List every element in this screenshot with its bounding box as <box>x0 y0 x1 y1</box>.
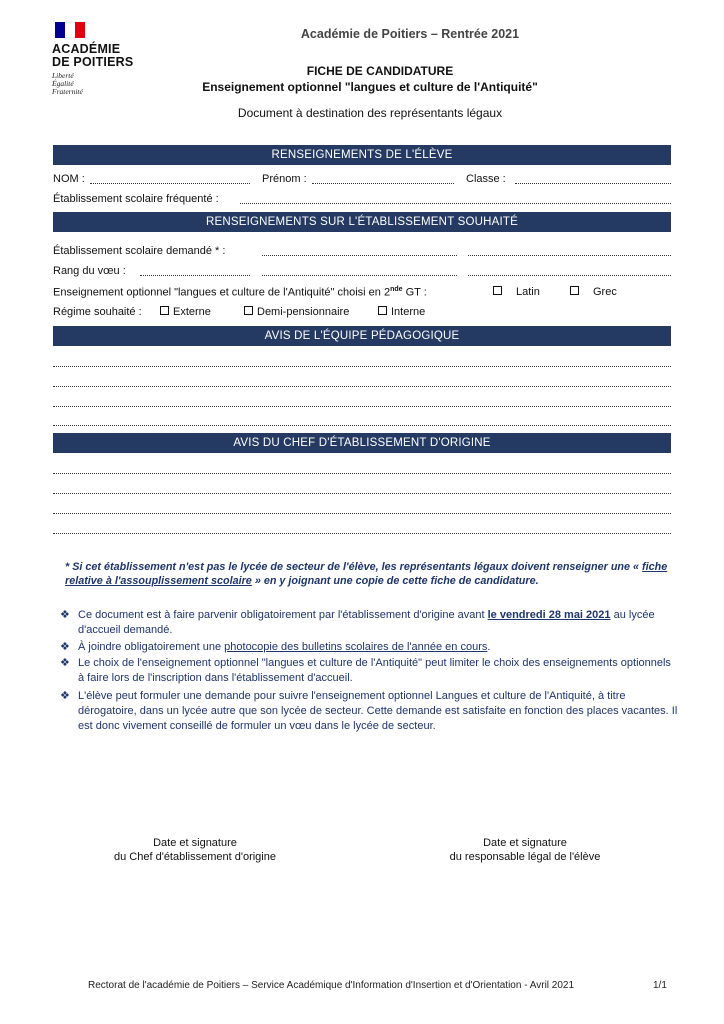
enseignement-label-a: Enseignement optionnel "langues et culture de l'Antiquité" choisi en 2 <box>53 286 391 299</box>
note-part2: » en y joignant une copie de cette fiche de candidature. <box>254 575 539 587</box>
bullet-2-text-b: . <box>487 641 491 653</box>
bullet-4 <box>60 689 680 734</box>
motto-liberte: Liberté <box>52 71 74 80</box>
externe-label: Externe <box>173 306 211 318</box>
demi-label: Demi-pensionnaire <box>257 306 350 318</box>
avis-chef-line-2[interactable] <box>53 493 671 494</box>
rang-voeu-label: Rang du vœu : <box>53 265 126 277</box>
academy-logo <box>52 22 152 96</box>
interne-label: Interne <box>391 306 426 318</box>
deadline-date: le vendredi 28 mai 2021 <box>487 609 611 621</box>
prenom-field[interactable] <box>312 183 454 184</box>
signature-chef <box>90 836 300 864</box>
motto-egalite: Égalité <box>52 79 74 88</box>
classe-label: Classe : <box>466 173 506 185</box>
signature-chef-l1: Date et signature <box>153 837 237 849</box>
bullet-4-text: L'élève peut formuler une demande pour suivre l'enseignement optionnel Langues et culture de l'Antiquité, à titre dérogatoire, dans un lycée autre que son lycée de secteur. Cette demande est satisfaite en fonction des places vacantes. Il est donc vivement conseillé de formuler un vœu dans le lycée de secteur. <box>78 690 678 732</box>
diamond-bullet-icon: ❖ <box>60 690 70 702</box>
avis-equipe-line-2[interactable] <box>53 386 671 387</box>
section-band-equipe: AVIS DE L'ÉQUIPE PÉDAGOGIQUE <box>53 326 671 346</box>
footer-text: Rectorat de l'académie de Poitiers – Service Académique d'Information d'Insertion et d'Orientation - Avril 2021 <box>88 980 575 991</box>
avis-equipe-line-4[interactable] <box>53 425 671 426</box>
avis-chef-line-3[interactable] <box>53 513 671 514</box>
diamond-bullet-icon: ❖ <box>60 641 70 653</box>
avis-equipe-line-3[interactable] <box>53 406 671 407</box>
assouplissement-link[interactable]: fiche relative à l'assouplissement scolaire <box>65 561 668 587</box>
note-part1: * Si cet établissement n'est pas le lycée de secteur de l'élève, les représentants légaux doivent renseigner une « <box>65 561 640 573</box>
bullet-3 <box>60 656 680 686</box>
etab-demande-field-2[interactable] <box>468 255 671 256</box>
grec-label: Grec <box>593 286 617 298</box>
motto-fraternite: Fraternité <box>52 87 83 96</box>
section-band-eleve: RENSEIGNEMENTS DE L'ÉLÈVE <box>53 145 671 165</box>
nom-field[interactable] <box>90 183 250 184</box>
interne-checkbox[interactable] <box>378 306 387 315</box>
footnote <box>65 560 675 588</box>
signature-responsable-l2: du responsable légal de l'élève <box>449 851 601 863</box>
classe-field[interactable] <box>515 183 671 184</box>
demi-option[interactable] <box>244 306 349 318</box>
externe-checkbox[interactable] <box>160 306 169 315</box>
avis-chef-line-4[interactable] <box>53 533 671 534</box>
externe-option[interactable] <box>160 306 211 318</box>
logo-line-1: ACADÉMIE <box>52 42 121 56</box>
bullet-1-text-b: au lycée d'accueil demandé. <box>78 609 655 636</box>
grec-checkbox[interactable] <box>570 286 579 295</box>
bulletins-link: photocopie des bulletins scolaires de l'année en cours <box>224 641 488 653</box>
section-band-chef: AVIS DU CHEF D'ÉTABLISSEMENT D'ORIGINE <box>53 433 671 453</box>
etab-frequente-field[interactable] <box>240 203 671 204</box>
signature-responsable-l1: Date et signature <box>483 837 567 849</box>
regime-label: Régime souhaité : <box>53 306 142 318</box>
enseignement-label-b: GT : <box>402 286 427 299</box>
enseignement-sup: nde <box>390 286 403 293</box>
form-subtitle: Enseignement optionnel "langues et culture de l'Antiquité" <box>202 80 538 94</box>
diamond-bullet-icon: ❖ <box>60 657 70 669</box>
section-band-etablissement: RENSEIGNEMENTS SUR L'ÉTABLISSEMENT SOUHAITÉ <box>53 212 671 232</box>
latin-checkbox[interactable] <box>493 286 502 295</box>
etab-demande-label: Établissement scolaire demandé * : <box>53 245 226 257</box>
grec-option[interactable] <box>570 286 617 298</box>
enseignement-label <box>53 286 427 299</box>
bullet-2-text-a: À joindre obligatoirement une <box>78 641 222 653</box>
bullet-1 <box>60 608 680 638</box>
bullet-2 <box>60 640 680 655</box>
latin-option[interactable] <box>493 286 540 298</box>
nom-label: NOM : <box>53 173 85 185</box>
signature-chef-l2: du Chef d'établissement d'origine <box>114 851 276 863</box>
rang-voeu-field[interactable] <box>140 275 250 276</box>
avis-equipe-line-1[interactable] <box>53 366 671 367</box>
avis-chef-line-1[interactable] <box>53 473 671 474</box>
signature-responsable <box>415 836 635 864</box>
interne-option[interactable] <box>378 306 425 318</box>
marianne-flag-icon <box>55 22 85 38</box>
form-title: FICHE DE CANDIDATURE <box>306 64 454 78</box>
rang-voeu-field-3[interactable] <box>468 275 671 276</box>
page-number: 1/1 <box>653 980 667 991</box>
rang-voeu-field-2[interactable] <box>262 275 457 276</box>
bullet-1-text-a: Ce document est à faire parvenir obligatoirement par l'établissement d'origine avant <box>78 609 485 621</box>
motto <box>52 72 152 96</box>
form-destination: Document à destination des représentants légaux <box>237 106 503 120</box>
logo-line-2: DE POITIERS <box>52 55 134 69</box>
diamond-bullet-icon: ❖ <box>60 609 70 621</box>
bullet-3-text: Le choix de l'enseignement optionnel "langues et culture de l'Antiquité" peut limiter le choix des enseignements optionnels à faire lors de l'inscription dans l'établissement d'accueil. <box>78 657 671 684</box>
demi-checkbox[interactable] <box>244 306 253 315</box>
prenom-label: Prénom : <box>262 173 307 185</box>
header-title: Académie de Poitiers – Rentrée 2021 <box>300 27 520 41</box>
etab-frequente-label: Établissement scolaire fréquenté : <box>53 193 219 205</box>
latin-label: Latin <box>516 286 540 298</box>
etab-demande-field-1[interactable] <box>262 255 457 256</box>
